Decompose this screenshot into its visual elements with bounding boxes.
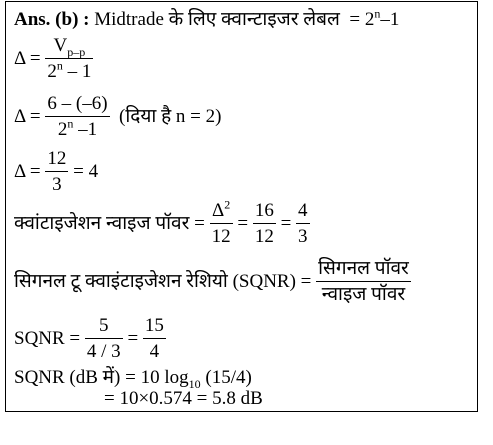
sqnr-calculation bbox=[14, 316, 166, 362]
fraction-denominator: 3 bbox=[52, 173, 62, 195]
fraction-numerator: 12 bbox=[45, 149, 68, 172]
noise-power-line bbox=[14, 197, 310, 247]
delta-value: = 4 bbox=[73, 161, 99, 183]
fraction-denominator: 3 bbox=[298, 225, 308, 247]
noise-fraction-3 bbox=[296, 201, 310, 247]
sqnr-lhs: SQNR = bbox=[14, 328, 81, 350]
answer-base: 2 bbox=[364, 9, 375, 30]
sqnr-fraction-2 bbox=[143, 316, 166, 362]
fraction-numerator: 16 bbox=[253, 201, 276, 224]
square-exp: 2 bbox=[224, 197, 231, 212]
equals-sign: = bbox=[127, 328, 139, 350]
answer-intro: Midtrade के लिए क्वान्टाइजर लेबल bbox=[94, 9, 340, 30]
fraction-numerator: 4 bbox=[296, 201, 310, 224]
delta-fraction bbox=[45, 36, 93, 82]
noise-fraction-2 bbox=[253, 201, 276, 247]
sqnr-db-line-2: = 10×0.574 = 5.8 dB bbox=[104, 388, 263, 409]
fraction-denominator bbox=[45, 117, 109, 140]
delta-lhs: Δ = bbox=[14, 161, 41, 183]
fraction-numerator: 5 bbox=[85, 316, 123, 339]
den-base: 2 bbox=[47, 60, 57, 82]
answer-header bbox=[14, 6, 400, 30]
pp-subscript: p–p bbox=[67, 44, 86, 59]
fraction-denominator: 4 / 3 bbox=[86, 340, 121, 362]
answer-box bbox=[5, 1, 478, 412]
den-base: 2 bbox=[57, 118, 68, 140]
given-note: (दिया है n = 2) bbox=[119, 106, 222, 128]
answer-tail: –1 bbox=[380, 9, 400, 30]
sqnr-fraction-1 bbox=[85, 316, 123, 362]
delta-result bbox=[14, 149, 98, 195]
sqnr-db-line-1 bbox=[14, 367, 252, 391]
noise-fraction-1 bbox=[210, 197, 233, 247]
den-exp: n bbox=[56, 58, 63, 73]
delta-fraction bbox=[45, 94, 109, 140]
delta-fraction bbox=[45, 149, 68, 195]
fraction-denominator bbox=[45, 59, 93, 82]
fraction-numerator bbox=[210, 197, 233, 224]
fraction-numerator bbox=[45, 36, 93, 59]
den-tail: – 1 bbox=[62, 60, 92, 82]
sqnr-db-arg: (15/4) bbox=[200, 367, 252, 388]
delta-lhs: Δ = bbox=[14, 48, 41, 70]
answer-label: Ans. (b) bbox=[14, 9, 79, 30]
fraction-numerator: 15 bbox=[143, 316, 166, 339]
equals-sign: = bbox=[237, 213, 249, 235]
delta-lhs: Δ = bbox=[14, 106, 41, 128]
answer-eq: = bbox=[349, 9, 361, 30]
sqnr-definition bbox=[14, 259, 411, 305]
equals-sign: = bbox=[280, 213, 292, 235]
fraction-numerator: 6 – (–6) bbox=[45, 94, 109, 117]
den-exp: n bbox=[67, 116, 74, 131]
answer-exp: n bbox=[374, 6, 381, 21]
noise-power-label: क्वांटाइजेशन न्वाइज पॉवर = bbox=[14, 213, 205, 235]
v-symbol: V bbox=[53, 35, 68, 56]
fraction-denominator: 12 bbox=[254, 225, 274, 247]
delta-substitution bbox=[14, 94, 221, 140]
delta-symbol: Δ bbox=[211, 200, 225, 221]
fraction-denominator: 12 bbox=[211, 225, 231, 247]
fraction-numerator: सिगनल पॉवर bbox=[316, 259, 411, 282]
sqnr-db-text: SQNR (dB में) = 10 log bbox=[14, 367, 189, 388]
fraction-denominator: न्वाइज पॉवर bbox=[321, 283, 406, 305]
den-tail: –1 bbox=[73, 118, 98, 140]
sqnr-definition-label: सिगनल टू क्वाइंटाइजेशन रेशियो (SQNR) = bbox=[14, 271, 312, 293]
log-base: 10 bbox=[188, 376, 201, 391]
fraction-denominator: 4 bbox=[149, 340, 160, 362]
answer-colon: : bbox=[83, 9, 90, 30]
delta-formula bbox=[14, 36, 93, 82]
sqnr-definition-fraction bbox=[316, 259, 411, 305]
